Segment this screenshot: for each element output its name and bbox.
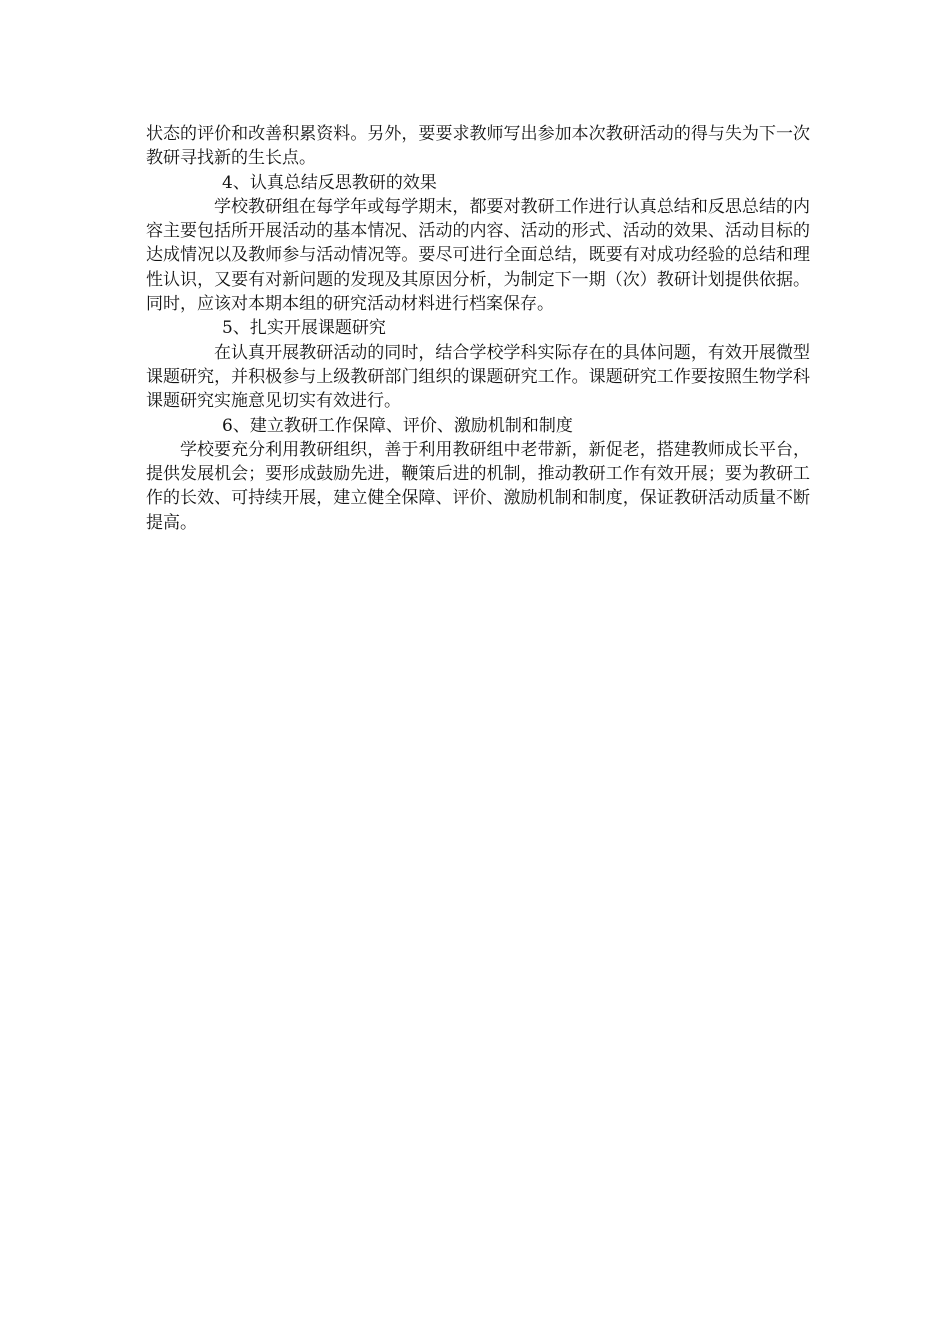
- section-heading-4: 4、认真总结反思教研的效果: [222, 172, 437, 193]
- paragraph-summary-reflection: 学校教研组在每学年或每学期末，都要对教研工作进行认真总结和反思总结的内容主要包括所开展活动的基本情况、活动的内容、活动的形式、活动的效果、活动目标的达成情况以及教师参与活动情况等。要尽可进行全面总结，既要有对成功经验的总结和理性认识，又要有对新问题的发现及其原因分析，为制定下一期（次）教研计划提供依据。同时，应该对本期本组的研究活动材料进行档案保存。: [146, 196, 810, 315]
- paragraph-mechanism: 学校要充分利用教研组织，善于利用教研组中老带新，新促老，搭建教师成长平台，提供发展机会；要形成鼓励先进，鞭策后进的机制，推动教研工作有效开展；要为教研工作的长效、可持续开展，建立健全保障、评价、激励机制和制度，保证教研活动质量不断提高。: [146, 439, 810, 533]
- paragraph-continuation: 状态的评价和改善积累资料。另外，要要求教师写出参加本次教研活动的得与失为下一次教研寻找新的生长点。: [146, 124, 810, 169]
- document-body: [146, 122, 810, 535]
- paragraph-topic-research: 在认真开展教研活动的同时，结合学校学科实际存在的具体问题，有效开展微型课题研究，并积极参与上级教研部门组织的课题研究工作。课题研究工作要按照生物学科课题研究实施意见切实有效进行。: [146, 342, 810, 412]
- section-heading-6: 6、建立教研工作保障、评价、激励机制和制度: [222, 415, 573, 436]
- section-heading-5: 5、扎实开展课题研究: [222, 318, 386, 339]
